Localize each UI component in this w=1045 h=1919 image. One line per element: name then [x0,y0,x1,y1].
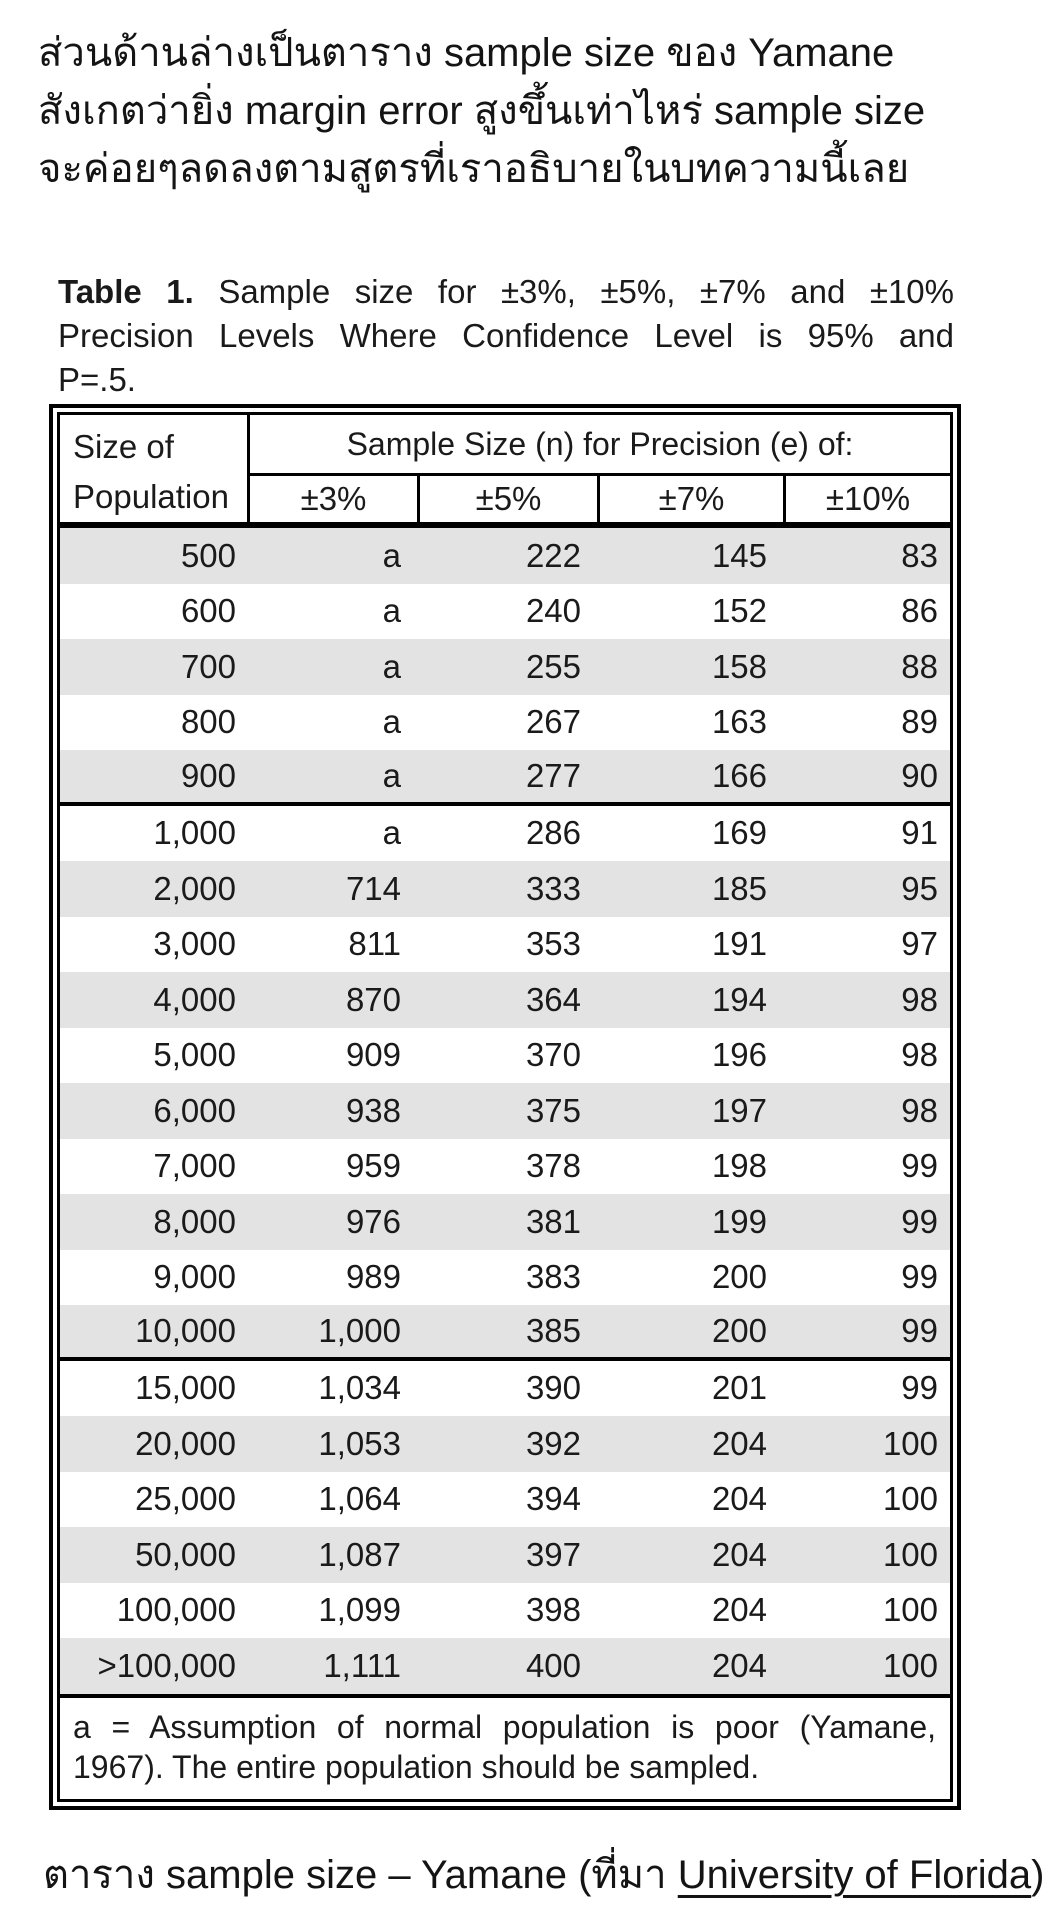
cell-precision-7pct: 204 [711,1591,767,1629]
cell-precision-7pct: 166 [711,756,767,794]
header-precision-columns [250,476,950,522]
table-title-line-1-text: Sample size for ±3%, ±5%, ±7% and ±10% [218,273,954,310]
cell-precision-7pct: 200 [711,1311,767,1349]
table-row [60,1527,950,1583]
cell-precision-10pct: 99 [901,1311,938,1349]
cell-precision-5pct: 397 [525,1535,581,1573]
cell-precision-5pct: 390 [525,1369,581,1407]
cell-precision-10pct: 99 [901,1202,938,1240]
table-body [60,528,950,1694]
cell-precision-10pct: 98 [901,1091,938,1129]
table-header [60,415,950,528]
cell-precision-10pct: 95 [901,869,938,907]
cell-population-size: 100,000 [116,1591,236,1629]
intro-line-1: ส่วนด้านล่างเป็นตาราง sample size ของ Yamane [38,31,895,75]
cell-precision-3pct: 976 [345,1202,401,1240]
cell-precision-3pct: a [382,756,401,794]
cell-population-size: 8,000 [153,1202,236,1240]
table-row [60,972,950,1028]
table-row [60,1139,950,1195]
table-row [60,639,950,695]
cell-precision-7pct: 185 [711,869,767,907]
sample-size-table [49,404,961,1810]
cell-precision-5pct: 375 [525,1091,581,1129]
cell-precision-3pct: 811 [348,925,401,963]
table-row [60,1361,950,1417]
cell-precision-7pct: 201 [711,1369,767,1407]
cell-precision-7pct: 169 [711,814,767,852]
table-inner-frame [57,412,953,1802]
cell-precision-3pct: 1,034 [318,1369,401,1407]
cell-precision-3pct: 1,111 [323,1646,401,1684]
cell-population-size: 9,000 [153,1258,236,1296]
cell-precision-7pct: 145 [711,536,767,574]
cell-precision-10pct: 86 [901,592,938,630]
cell-precision-5pct: 392 [525,1424,581,1462]
cell-precision-10pct: 98 [901,980,938,1018]
cell-precision-3pct: 1,064 [318,1480,401,1518]
cell-population-size: 7,000 [153,1147,236,1185]
cell-population-size: 600 [180,592,236,630]
cell-precision-10pct: 100 [882,1646,938,1684]
cell-population-size: 3,000 [153,925,236,963]
cell-precision-3pct: a [382,647,401,685]
cell-population-size: 900 [180,756,236,794]
table-row [60,917,950,973]
header-col-3pct: ±3% [300,480,367,517]
cell-population-size: 10,000 [135,1311,236,1349]
cell-precision-10pct: 97 [901,925,938,963]
caption-link-university-of-florida[interactable]: University of Florida [677,1853,1032,1897]
cell-precision-3pct: a [382,703,401,741]
cell-precision-5pct: 333 [525,869,581,907]
cell-precision-7pct: 197 [711,1091,767,1129]
table-title-line-3: P=.5. [58,361,136,398]
table-row [60,1250,950,1306]
cell-precision-3pct: 959 [345,1147,401,1185]
cell-precision-3pct: 870 [345,980,401,1018]
cell-precision-10pct: 98 [901,1036,938,1074]
table-row [60,1416,950,1472]
cell-precision-7pct: 198 [711,1147,767,1185]
cell-precision-7pct: 204 [711,1424,767,1462]
cell-population-size: 800 [180,703,236,741]
cell-population-size: 50,000 [135,1535,236,1573]
cell-precision-5pct: 286 [525,814,581,852]
cell-precision-10pct: 90 [901,756,938,794]
table-row [60,1194,950,1250]
cell-precision-7pct: 204 [711,1646,767,1684]
cell-precision-10pct: 100 [882,1535,938,1573]
footnote-line-1: a = Assumption of normal population is poor (Yamane, [73,1708,936,1745]
intro-line-3: จะค่อยๆลดลงตามสูตรที่เราอธิบายในบทความนี้เลย [38,147,910,191]
cell-precision-10pct: 100 [882,1591,938,1629]
cell-precision-10pct: 88 [901,647,938,685]
intro-line-2: สังเกตว่ายิ่ง margin error สูงขึ้นเท่าไหร่ sample size [38,89,926,133]
cell-precision-3pct: a [382,536,401,574]
cell-population-size: 700 [180,647,236,685]
cell-precision-3pct: 1,000 [318,1311,401,1349]
cell-precision-10pct: 100 [882,1480,938,1518]
header-size-of-population [60,415,250,522]
table-row [60,861,950,917]
cell-precision-5pct: 394 [525,1480,581,1518]
cell-precision-3pct: a [382,814,401,852]
cell-precision-7pct: 200 [711,1258,767,1296]
cell-precision-7pct: 152 [711,592,767,630]
cell-population-size: 15,000 [135,1369,236,1407]
cell-precision-10pct: 100 [882,1424,938,1462]
cell-precision-5pct: 364 [525,980,581,1018]
cell-population-size: 5,000 [153,1036,236,1074]
table-row [60,806,950,862]
header-col-7pct: ±7% [597,476,783,522]
header-col-10pct: ±10% [783,476,950,522]
cell-precision-3pct: a [382,592,401,630]
cell-precision-5pct: 255 [525,647,581,685]
cell-precision-7pct: 199 [711,1202,767,1240]
table-title-line-2: Precision Levels Where Confidence Level is 95% and [58,317,954,354]
cell-precision-5pct: 381 [525,1202,581,1240]
caption-suffix: ) [1031,1853,1045,1897]
table-row [60,1083,950,1139]
cell-precision-3pct: 909 [345,1036,401,1074]
cell-precision-10pct: 99 [901,1258,938,1296]
table-row [60,1028,950,1084]
cell-precision-7pct: 194 [711,980,767,1018]
cell-precision-5pct: 400 [525,1646,581,1684]
cell-precision-10pct: 99 [901,1147,938,1185]
cell-precision-5pct: 383 [525,1258,581,1296]
table-row [60,750,950,806]
table-title-label: Table 1. [58,273,194,310]
table-row [60,1638,950,1694]
cell-precision-7pct: 204 [711,1480,767,1518]
header-col1-line2: Population [73,478,229,515]
cell-precision-5pct: 267 [525,703,581,741]
cell-precision-7pct: 191 [711,925,767,963]
cell-population-size: 25,000 [135,1480,236,1518]
cell-precision-7pct: 163 [711,703,767,741]
cell-precision-7pct: 204 [711,1535,767,1573]
cell-population-size: 1,000 [153,814,236,852]
cell-precision-5pct: 378 [525,1147,581,1185]
cell-precision-5pct: 385 [525,1311,581,1349]
table-row [60,1305,950,1361]
cell-precision-10pct: 91 [901,814,938,852]
cell-precision-7pct: 196 [711,1036,767,1074]
cell-precision-10pct: 99 [901,1369,938,1407]
cell-population-size: 2,000 [153,869,236,907]
caption [43,1842,1045,1906]
header-col-5pct: ±5% [417,476,597,522]
cell-population-size: >100,000 [97,1646,236,1684]
cell-precision-10pct: 83 [901,536,938,574]
header-col1-line1: Size of [73,428,174,465]
cell-precision-5pct: 240 [525,592,581,630]
table-footnote [60,1694,950,1799]
table-title-line-1 [58,270,954,314]
table-row [60,528,950,584]
intro-paragraph [38,24,925,198]
caption-prefix: ตาราง sample size – Yamane (ที่มา [43,1853,678,1897]
cell-precision-3pct: 1,099 [318,1591,401,1629]
cell-precision-5pct: 398 [525,1591,581,1629]
cell-precision-5pct: 370 [525,1036,581,1074]
cell-population-size: 500 [180,536,236,574]
cell-precision-5pct: 277 [525,756,581,794]
cell-population-size: 20,000 [135,1424,236,1462]
cell-precision-5pct: 353 [525,925,581,963]
header-span-label: Sample Size (n) for Precision (e) of: [250,415,950,476]
cell-precision-3pct: 989 [345,1258,401,1296]
table-row [60,1472,950,1528]
cell-precision-3pct: 1,053 [318,1424,401,1462]
table-row [60,695,950,751]
table-title [58,270,954,402]
cell-population-size: 4,000 [153,980,236,1018]
cell-precision-5pct: 222 [525,536,581,574]
footnote-line-2: 1967). The entire population should be sampled. [73,1748,760,1785]
cell-precision-3pct: 714 [345,869,401,907]
table-row [60,584,950,640]
cell-population-size: 6,000 [153,1091,236,1129]
table-row [60,1583,950,1639]
header-precision-group [250,415,950,522]
cell-precision-3pct: 1,087 [318,1535,401,1573]
cell-precision-10pct: 89 [901,703,938,741]
cell-precision-7pct: 158 [711,647,767,685]
cell-precision-3pct: 938 [345,1091,401,1129]
